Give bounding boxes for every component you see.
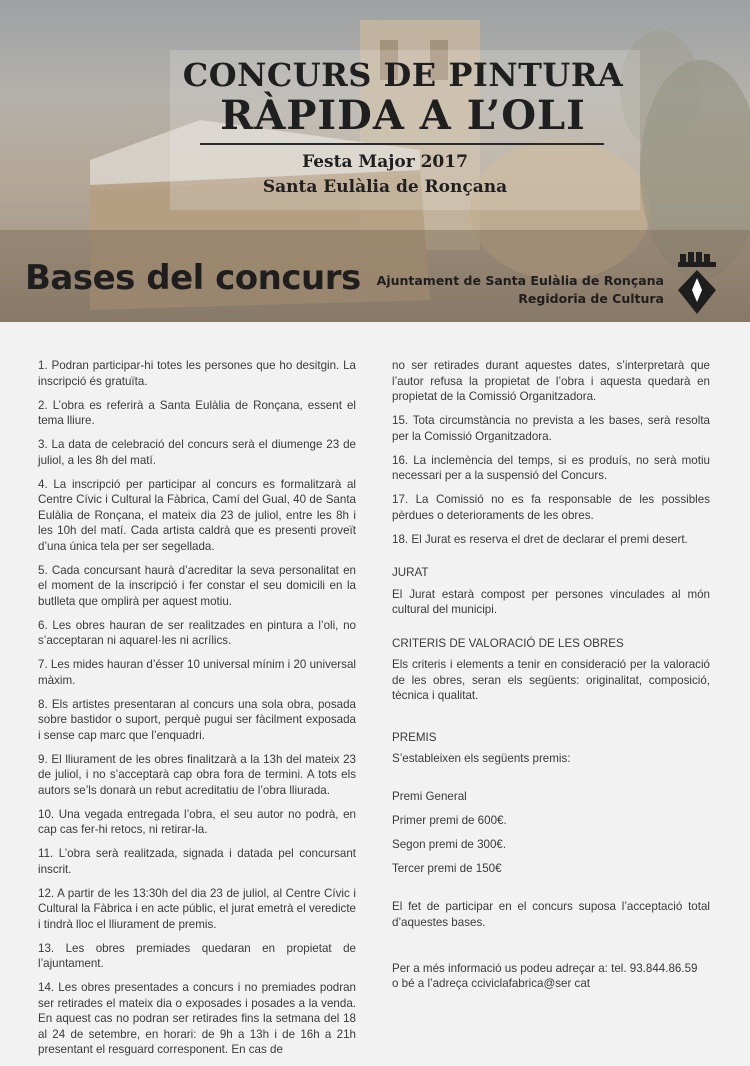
criteris-text: Els criteris i elements a tenir en consideració per la valoració de les obres, seran els següents: originalitat, composició, tècnica i qualitat. [392, 658, 710, 702]
place-subtitle: Santa Eulàlia de Ronçana [262, 177, 508, 197]
rule-item: 5. Cada concursant haurà d’acreditar la seva personalitat en el moment de la inscripció i fer constar el seu domicili en la butlleta que omplirà per aquest motiu. [38, 563, 356, 608]
municipal-crest-icon [674, 252, 720, 316]
rule-item: 14. Les obres presentades a concurs i no premiades podran ser retirades el mateix dia o exposades i posades a la venda. En aquest cas no podran ser retirades fins la setmana del 18 al 24 de setembre, en horari: de 9h a 13h i de 16h a 21h presentant el resguard corresponent. En cas de [38, 981, 356, 1056]
rule-item: 11. L’obra serà realitzada, signada i datada pel concursant inscrit. [38, 847, 356, 876]
premi-general: Premi General [392, 790, 467, 803]
header-banner [0, 0, 750, 322]
spacer [392, 885, 710, 899]
rule-item: 2. L’obra es referirà a Santa Eulàlia de Ronçana, essent el tema lliure. [38, 398, 356, 427]
rule-item: 3. La data de celebració del concurs serà el diumenge 23 de juliol, a les 8h del matí. [38, 438, 356, 467]
rule-item: 12. A partir de les 13:30h del dia 23 de juliol, al Centre Cívic i Cultural la Fàbrica i en acte públic, el jurat emetrà el veredicte i tindrà lloc el lliurament de premis. [38, 886, 356, 931]
festa-major-subtitle: Festa Major 2017 [302, 152, 468, 172]
segon-premi: Segon premi de 300€. [392, 838, 507, 851]
organizer-department: Regidoria de Cultura [518, 291, 664, 306]
rule-item: 13. Les obres premiades quedaran en propietat de l’ajuntament. [38, 941, 356, 970]
rule-item: 7. Les mides hauran d’ésser 10 universal mínim i 20 universal màxim. [38, 658, 356, 687]
organizer-block [377, 272, 664, 308]
rule-item: no ser retirades durant aquestes dates, s’interpretarà que l’autor refusa la propietat de l’obra i aquesta quedarà en propietat de la Comissió Organitzadora. [392, 359, 710, 403]
rule-item: 4. La inscripció per participar al concurs es formalitzarà al Centre Cívic i Cultural la Fàbrica, Camí del Gual, 40 de Santa Eulàlia de Ronçana, el mateix dia 23 de juliol, entre les 8h i les 10h del matí. Cada artista caldrà que es presenti proveït d’una única tela per ser segellada. [38, 477, 356, 553]
spacer [392, 939, 710, 961]
rule-item: 16. La inclemència del temps, si es produís, no serà motiu necessari per a la suspensió del Concurs. [392, 453, 710, 482]
contact-line-2: o bé a l’adreça cciviclafabrica@ser cat [392, 977, 590, 990]
rule-item: 1. Podran participar-hi totes les persones que ho desitgin. La inscripció és gratuïta. [38, 359, 356, 388]
jurat-heading: JURAT [392, 566, 429, 579]
rules-left-column [38, 358, 356, 1066]
rule-item: 18. El Jurat es reserva el dret de declarar el premi desert. [392, 532, 688, 546]
spacer [392, 775, 710, 789]
acceptance-text: El fet de participar en el concurs suposa l’acceptació total d’aquestes bases. [392, 900, 710, 929]
jurat-text: El Jurat estarà compost per persones vinculades al món cultural del municipi. [392, 587, 710, 616]
organizer-name: Ajuntament de Santa Eulàlia de Ronçana [376, 273, 664, 288]
tercer-premi: Tercer premi de 150€ [392, 862, 502, 875]
title-line-2: RÀPIDA A L’OLI [220, 92, 586, 139]
rule-item: 17. La Comissió no es fa responsable de les possibles pèrdues o deterioraments de les obres. [392, 493, 710, 522]
bases-heading: Bases del concurs [25, 258, 361, 298]
rules-right-column [392, 358, 710, 1000]
criteris-heading: CRITERIS DE VALORACIÓ DE LES OBRES [392, 636, 624, 650]
title-line-1: CONCURS DE PINTURA [182, 56, 624, 94]
rule-item: 10. Una vegada entregada l’obra, el seu autor no podrà, en cap cas fer-hi retocs, ni retirar-la. [38, 807, 356, 836]
premis-intro: S’estableixen els següents premis: [392, 752, 571, 765]
primer-premi: Primer premi de 600€. [392, 814, 507, 827]
rule-item: 8. Els artistes presentaran al concurs una sola obra, posada sobre bastidor o suport, perquè pugui ser fàcilment exposada i sense cap marc que l’enquadri. [38, 697, 356, 742]
rule-item: 6. Les obres hauran de ser realitzades en pintura a l’oli, no s’acceptaran ni aquarel·les ni acrílics. [38, 618, 356, 647]
title-divider [200, 143, 604, 145]
rule-item: 9. El lliurament de les obres finalitzarà a la 13h del mateix 23 de juliol, i no s’acceptarà cap obra fora de termini. A tots els autors se’ls donarà un rebut acreditatiu de l’obra lliurada. [38, 752, 356, 797]
premis-heading: PREMIS [392, 730, 437, 744]
rule-item: 15. Tota circumstància no prevista a les bases, serà resolta per la Comissió Organitzadora. [392, 414, 710, 443]
contact-line-1: Per a més informació us podeu adreçar a: tel. 93.844.86.59 [392, 961, 698, 975]
